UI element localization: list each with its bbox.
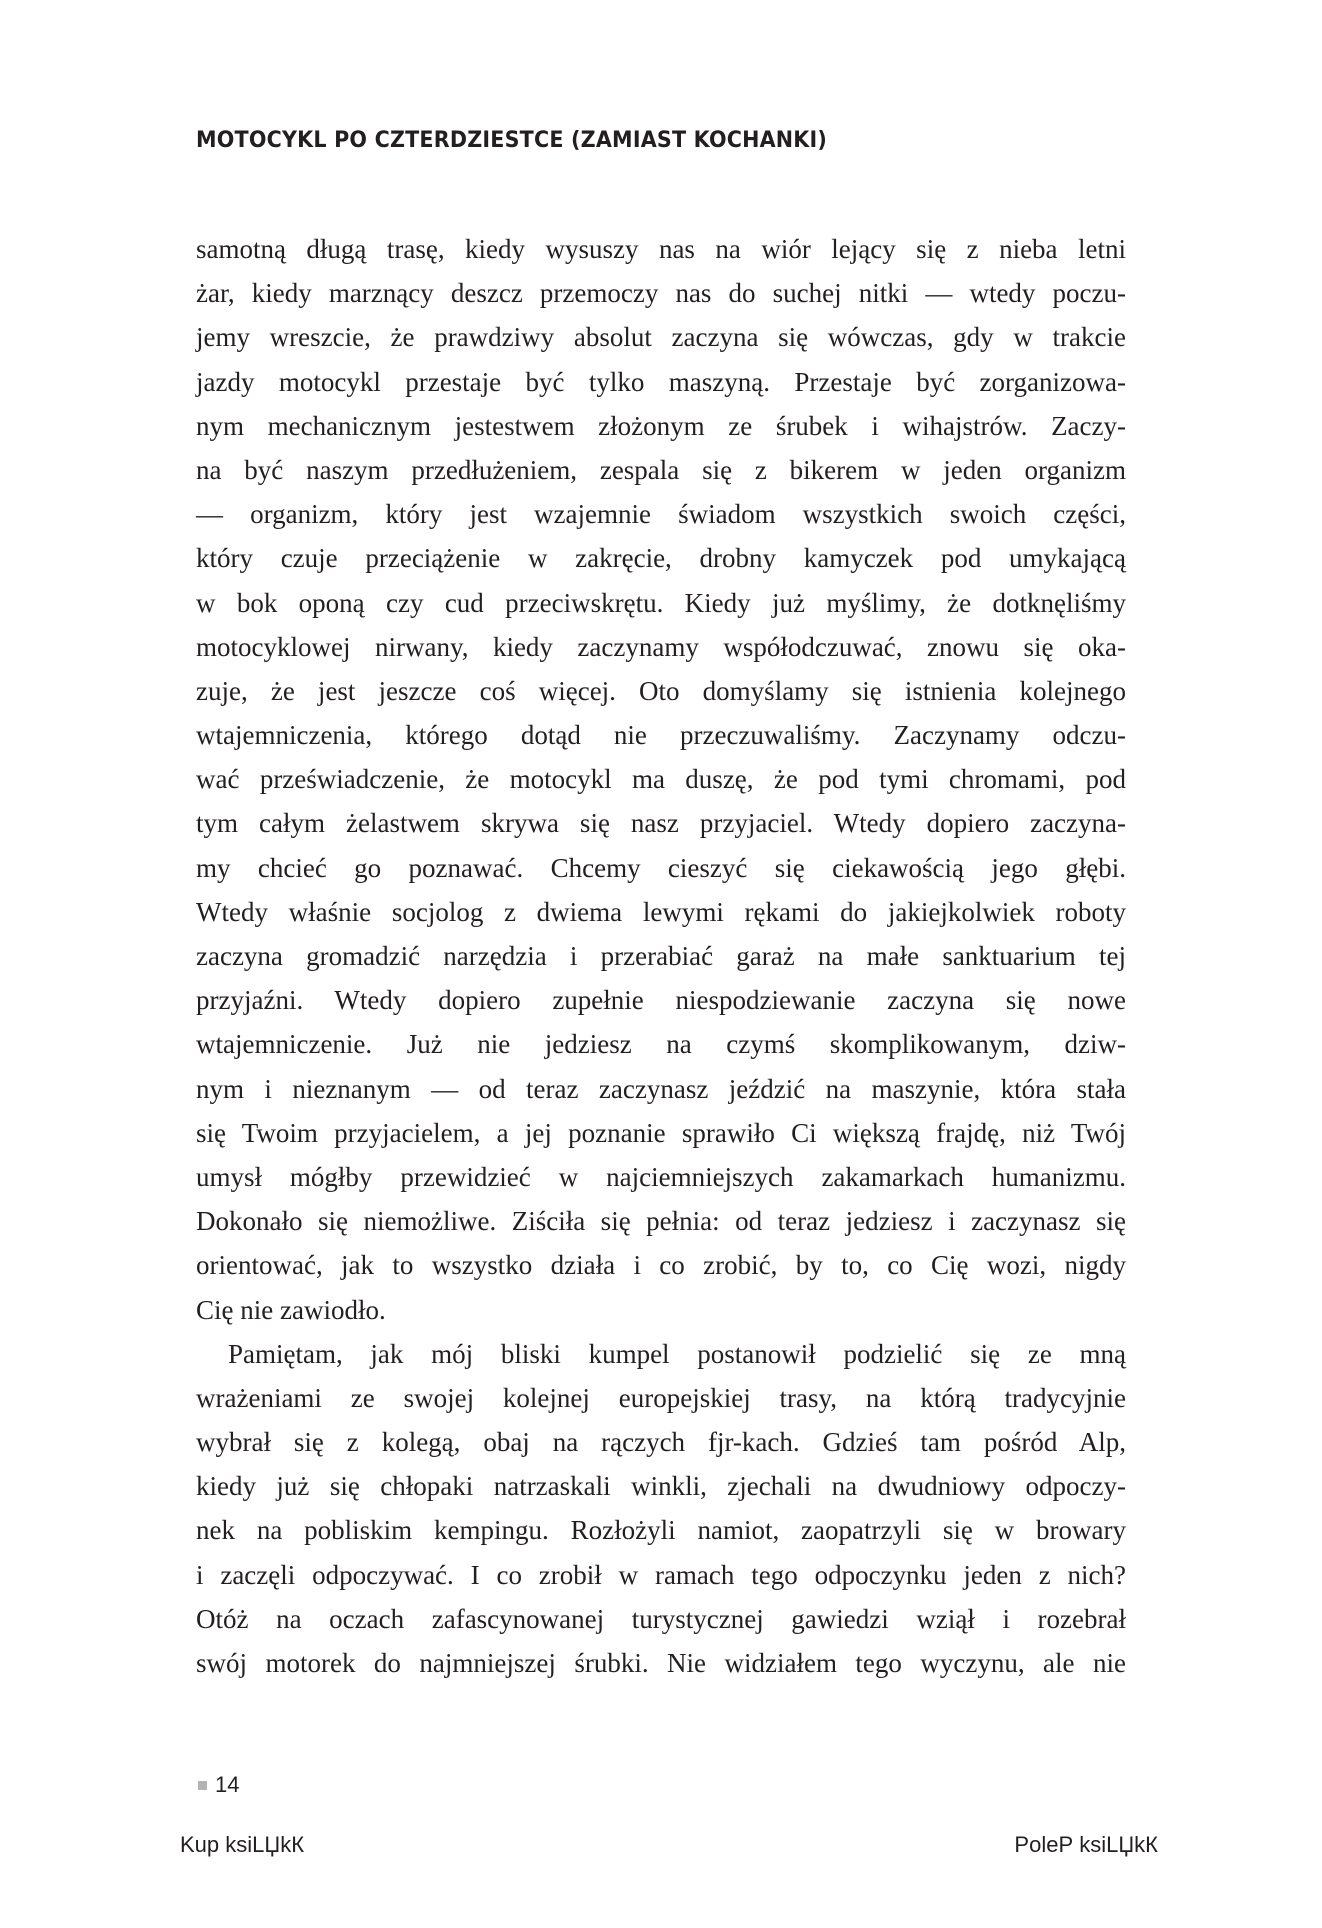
text-line: Cię nie zawiodło.: [196, 1294, 386, 1325]
text-line: samotną długą trasę, kiedy wysuszy nas na wiór lejący się z nieba letni: [196, 234, 1126, 264]
text-line: Dokonało się niemożliwe. Ziściła się pełnia: od teraz jedziesz i zaczynasz się: [196, 1206, 1126, 1237]
text-line: Pamiętam, jak mój bliski kumpel postanowił podzielić się ze mną: [228, 1338, 1126, 1369]
text-line: jemy wreszcie, że prawdziwy absolut zaczyna się wówczas, gdy w trakcie: [196, 322, 1126, 353]
text-line: nek na pobliskim kempingu. Rozłożyli namiot, zaopatrzyli się w browary: [196, 1515, 1126, 1546]
text-line: umysł mógłby przewidzieć w najciemniejszych zakamarkach humanizmu.: [196, 1161, 1126, 1192]
page-number-label: 14: [215, 1772, 240, 1797]
text-line: wać przeświadczenie, że motocykl ma duszę, że pod tymi chromami, pod: [196, 764, 1126, 795]
text-line: my chcieć go poznawać. Chcemy cieszyć się ciekawością jego głębi.: [196, 852, 1126, 883]
text-line: wtajemniczenie. Już nie jedziesz na czymś skomplikowanym, dziw-: [196, 1029, 1126, 1060]
page-marker-icon: [198, 1781, 207, 1790]
text-line: wtajemniczenia, którego dotąd nie przeczuwaliśmy. Zaczynamy odczu-: [196, 720, 1126, 751]
text-line: — organizm, który jest wzajemnie świadom wszystkich swoich części,: [196, 499, 1126, 530]
text-line: wybrał się z kolegą, obaj na rączych fjr-kach. Gdzieś tam pośród Alp,: [196, 1427, 1126, 1458]
page-number: [198, 1772, 239, 1798]
text-line: motocyklowej nirwany, kiedy zaczynamy współodczuwać, znowu się oka-: [196, 631, 1126, 662]
buy-book-link[interactable]: Kup ksiLЏkК: [180, 1832, 305, 1857]
text-line: tym całym żelastwem skrywa się nasz przyjaciel. Wtedy dopiero zaczyna-: [196, 808, 1126, 839]
text-line: kiedy już się chłopaki natrzaskali winkli, zjechali na dwudniowy odpoczy-: [196, 1471, 1126, 1502]
text-line: przyjaźni. Wtedy dopiero zupełnie niespodziewanie zaczyna się nowe: [196, 985, 1126, 1016]
text-line: swój motorek do najmniejszej śrubki. Nie widziałem tego wyczynu, ale nie: [196, 1648, 1126, 1678]
recommend-book-link[interactable]: PoleР ksiLЏkК: [1014, 1832, 1158, 1857]
text-line: zaczyna gromadzić narzędzia i przerabiać garaż na małe sanktuarium tej: [196, 941, 1126, 971]
text-line: w bok oponą czy cud przeciwskrętu. Kiedy już myślimy, że dotknęliśmy: [196, 587, 1126, 618]
text-line: na być naszym przedłużeniem, zespala się z bikerem w jeden organizm: [196, 454, 1126, 485]
running-header: MOTOCYKL PO CZTERDZIESTCE (ZAMIAST KOCHANKI): [196, 128, 828, 153]
text-line: żar, kiedy marznący deszcz przemoczy nas do suchej nitki — wtedy poczu-: [196, 278, 1126, 309]
text-line: Wtedy właśnie socjolog z dwiema lewymi rękami do jakiejkolwiek roboty: [196, 896, 1126, 927]
text-line: zuje, że jest jeszcze coś więcej. Oto domyślamy się istnienia kolejnego: [196, 675, 1126, 706]
text-line: nym mechanicznym jestestwem złożonym ze śrubek i wihajstrów. Zaczy-: [196, 410, 1126, 441]
text-line: który czuje przeciążenie w zakręcie, drobny kamyczek pod umykającą: [196, 543, 1126, 574]
text-line: nym i nieznanym — od teraz zaczynasz jeździć na maszynie, która stała: [196, 1073, 1126, 1104]
text-line: Otóż na oczach zafascynowanej turystycznej gawiedzi wziął i rozebrał: [196, 1603, 1126, 1634]
text-line: i zaczęli odpoczywać. I co zrobił w ramach tego odpoczynku jeden z nich?: [196, 1559, 1126, 1590]
body-text: [196, 227, 1126, 1685]
text-line: jazdy motocykl przestaje być tylko maszyną. Przestaje być zorganizowa-: [196, 366, 1126, 397]
text-line: się Twoim przyjacielem, a jej poznanie sprawiło Ci większą frajdę, niż Twój: [196, 1117, 1126, 1148]
text-line: orientować, jak to wszystko działa i co zrobić, by to, co Cię wozi, nigdy: [196, 1250, 1126, 1281]
text-line: wrażeniami ze swojej kolejnej europejskiej trasy, na którą tradycyjnie: [196, 1382, 1126, 1413]
